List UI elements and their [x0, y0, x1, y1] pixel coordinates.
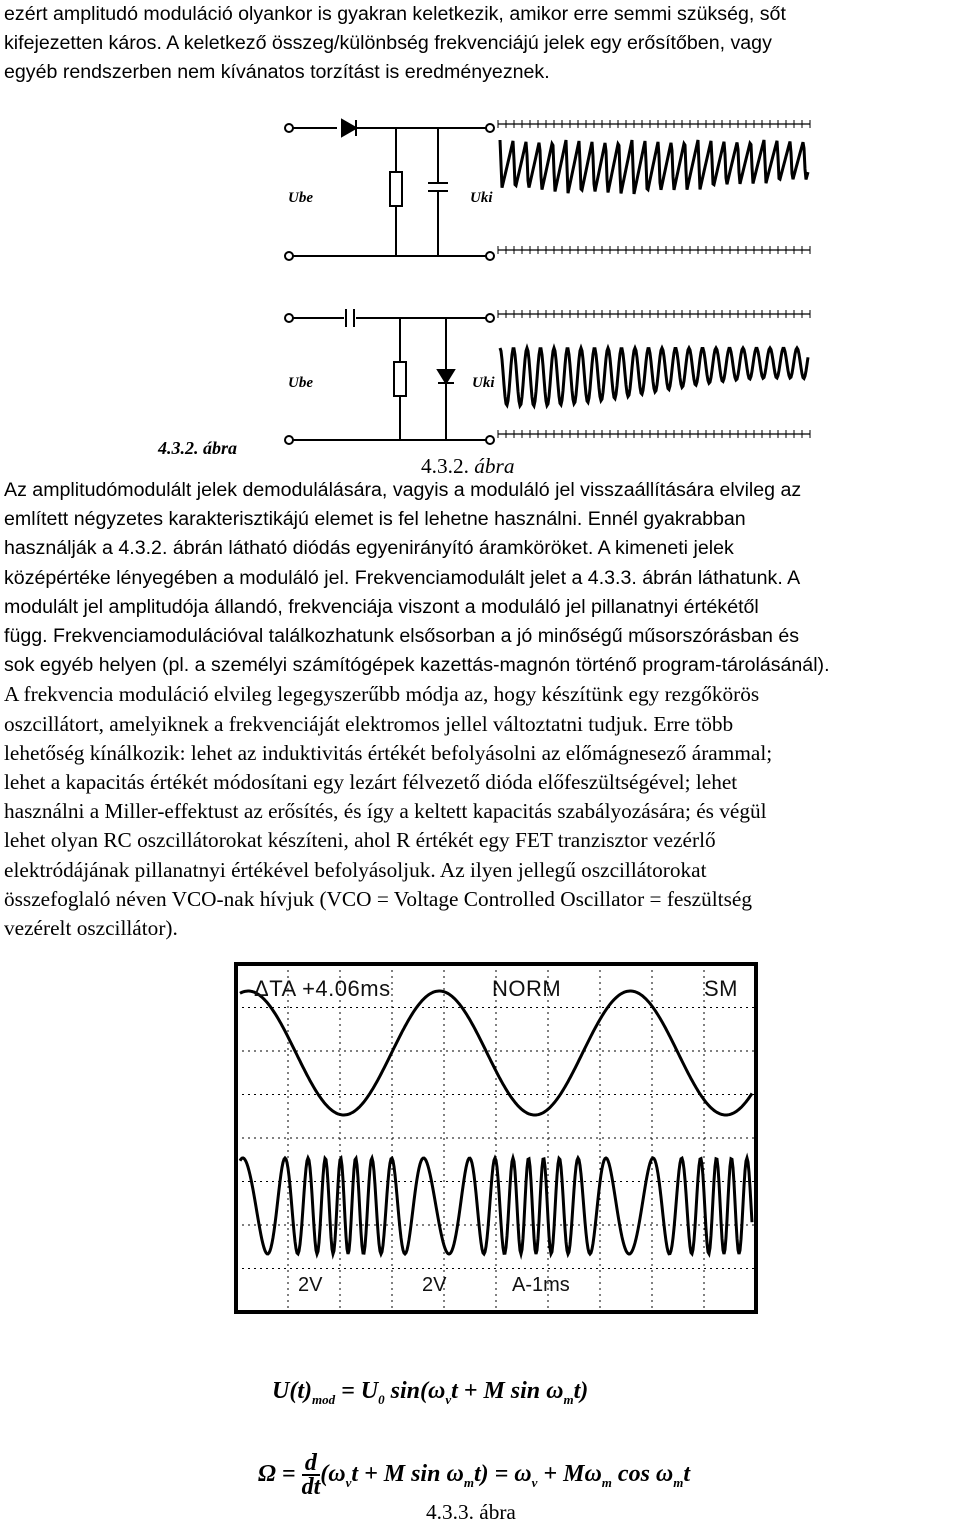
- body-line: oszcillátort, amelyiknek a frekvenciáját elektromos jellel változtatni tudjuk. Erre több: [4, 711, 734, 736]
- osc-ch1-scale: 2V: [298, 1274, 323, 1296]
- intro-line: egyéb rendszerben nem kívánatos torzítást is eredményeznek.: [4, 61, 550, 84]
- body-line: használják a 4.3.2. ábrán látható diódás egyenirányító áramköröket. A kimeneti jelek: [4, 537, 734, 560]
- body-line: függ. Frekvenciamodulációval találkozhatunk elsősorban a jó minőségű műsorszórásban és: [4, 625, 800, 648]
- body-line: modulált jel amplitudója állandó, frekvenciája viszont a moduláló jel pillanatnyi értékétől: [4, 595, 759, 618]
- intro-paragraph: [4, 0, 958, 88]
- body-line: A frekvencia moduláció elvileg legegyszerűbb módja az, hogy készítünk egy rezgőkörös: [4, 682, 760, 707]
- body-paragraph: [4, 476, 958, 943]
- intro-line: kifejezetten káros. A keletkező összeg/különbség frekvenciájú jelek egy erősítőben, vagy: [4, 32, 772, 55]
- caption-number: 4.3.2.: [421, 454, 469, 478]
- osc-mode-readout: NORM: [492, 976, 562, 1001]
- body-line: vezérelt oszcillátor).: [4, 916, 178, 941]
- oscilloscope-screen: [0, 958, 960, 1338]
- body-line: lehet olyan RC oszcillátorokat készíteni, ahol R értékét egy FET tranzisztor vezérlő: [4, 828, 716, 853]
- body-line: Az amplitudómodulált jelek demodulálására, vagyis a moduláló jel visszaállítására elvileg az: [4, 479, 802, 501]
- figure-4-3-2: [0, 100, 960, 470]
- rectifier-circuits-diagram: [0, 100, 960, 470]
- caption-word: ábra: [474, 454, 515, 478]
- body-line: középértéke lényegében a moduláló jel. Frekvenciamodulált jelet a 4.3.3. ábrán láthatunk. A: [4, 566, 801, 589]
- body-line: lehetőség kínálkozik: lehet az induktivitás értékét befolyásolni az előmágnesező árammal;: [4, 740, 773, 765]
- body-line: elektródájának pillanatnyi értékével befolyásoljuk. Az ilyen jellegű oszcillátorokat: [4, 857, 707, 882]
- body-line: használni a Miller-effektust az erősítés, és így a keltett kapacitás szabályozására; és végül: [4, 799, 767, 824]
- equation-instantaneous-frequency: Ω = $\frac{d}{dt}$ ($\omega_vt + M$ $\sin \omega_mt) = \omega_v + M\omega_m$ $\cos \omega_mt$: [258, 1450, 691, 1500]
- intro-line: ezért amplitudó moduláció olyankor is gyakran keletkezik, amikor erre semmi szükség, sőt: [4, 3, 786, 25]
- body-line: lehet a kapacitás értékét módosítani egy lezárt félvezető dióda előfeszültségével; lehet: [4, 770, 738, 795]
- body-line: sok egyéb helyen (pl. a személyi számítógépek kazettás-magnón történő program-tárolásánál).: [4, 654, 830, 677]
- figure-caption-4-3-3: 4.3.3. ábra: [426, 1500, 516, 1524]
- osc-ch2-scale: 2V: [422, 1274, 447, 1296]
- output-label-bottom: Uki: [472, 375, 495, 391]
- osc-delta-readout: ΔTA +4.06ms: [254, 976, 391, 1001]
- figure-inline-label: 4.3.2. ábra: [158, 438, 238, 458]
- input-label-top: Ube: [288, 190, 313, 206]
- output-label-top: Uki: [470, 190, 493, 206]
- input-label-bottom: Ube: [288, 375, 313, 391]
- osc-sm-readout: SM: [704, 976, 738, 1001]
- body-line: említett négyzetes karakterisztikájú elemet is fel lehetne használni. Ennél gyakrabban: [4, 508, 746, 531]
- osc-time-scale: A-1ms: [512, 1274, 570, 1296]
- figure-4-3-3: [0, 958, 960, 1338]
- body-line: összefoglaló néven VCO-nak hívjuk (VCO = Voltage Controlled Oscillator = feszültség: [4, 886, 752, 911]
- equation-fm-signal: $U(t)_{mod} = U_0$ $\sin(\omega_vt + M$ $\sin \omega_mt$): [272, 1378, 589, 1407]
